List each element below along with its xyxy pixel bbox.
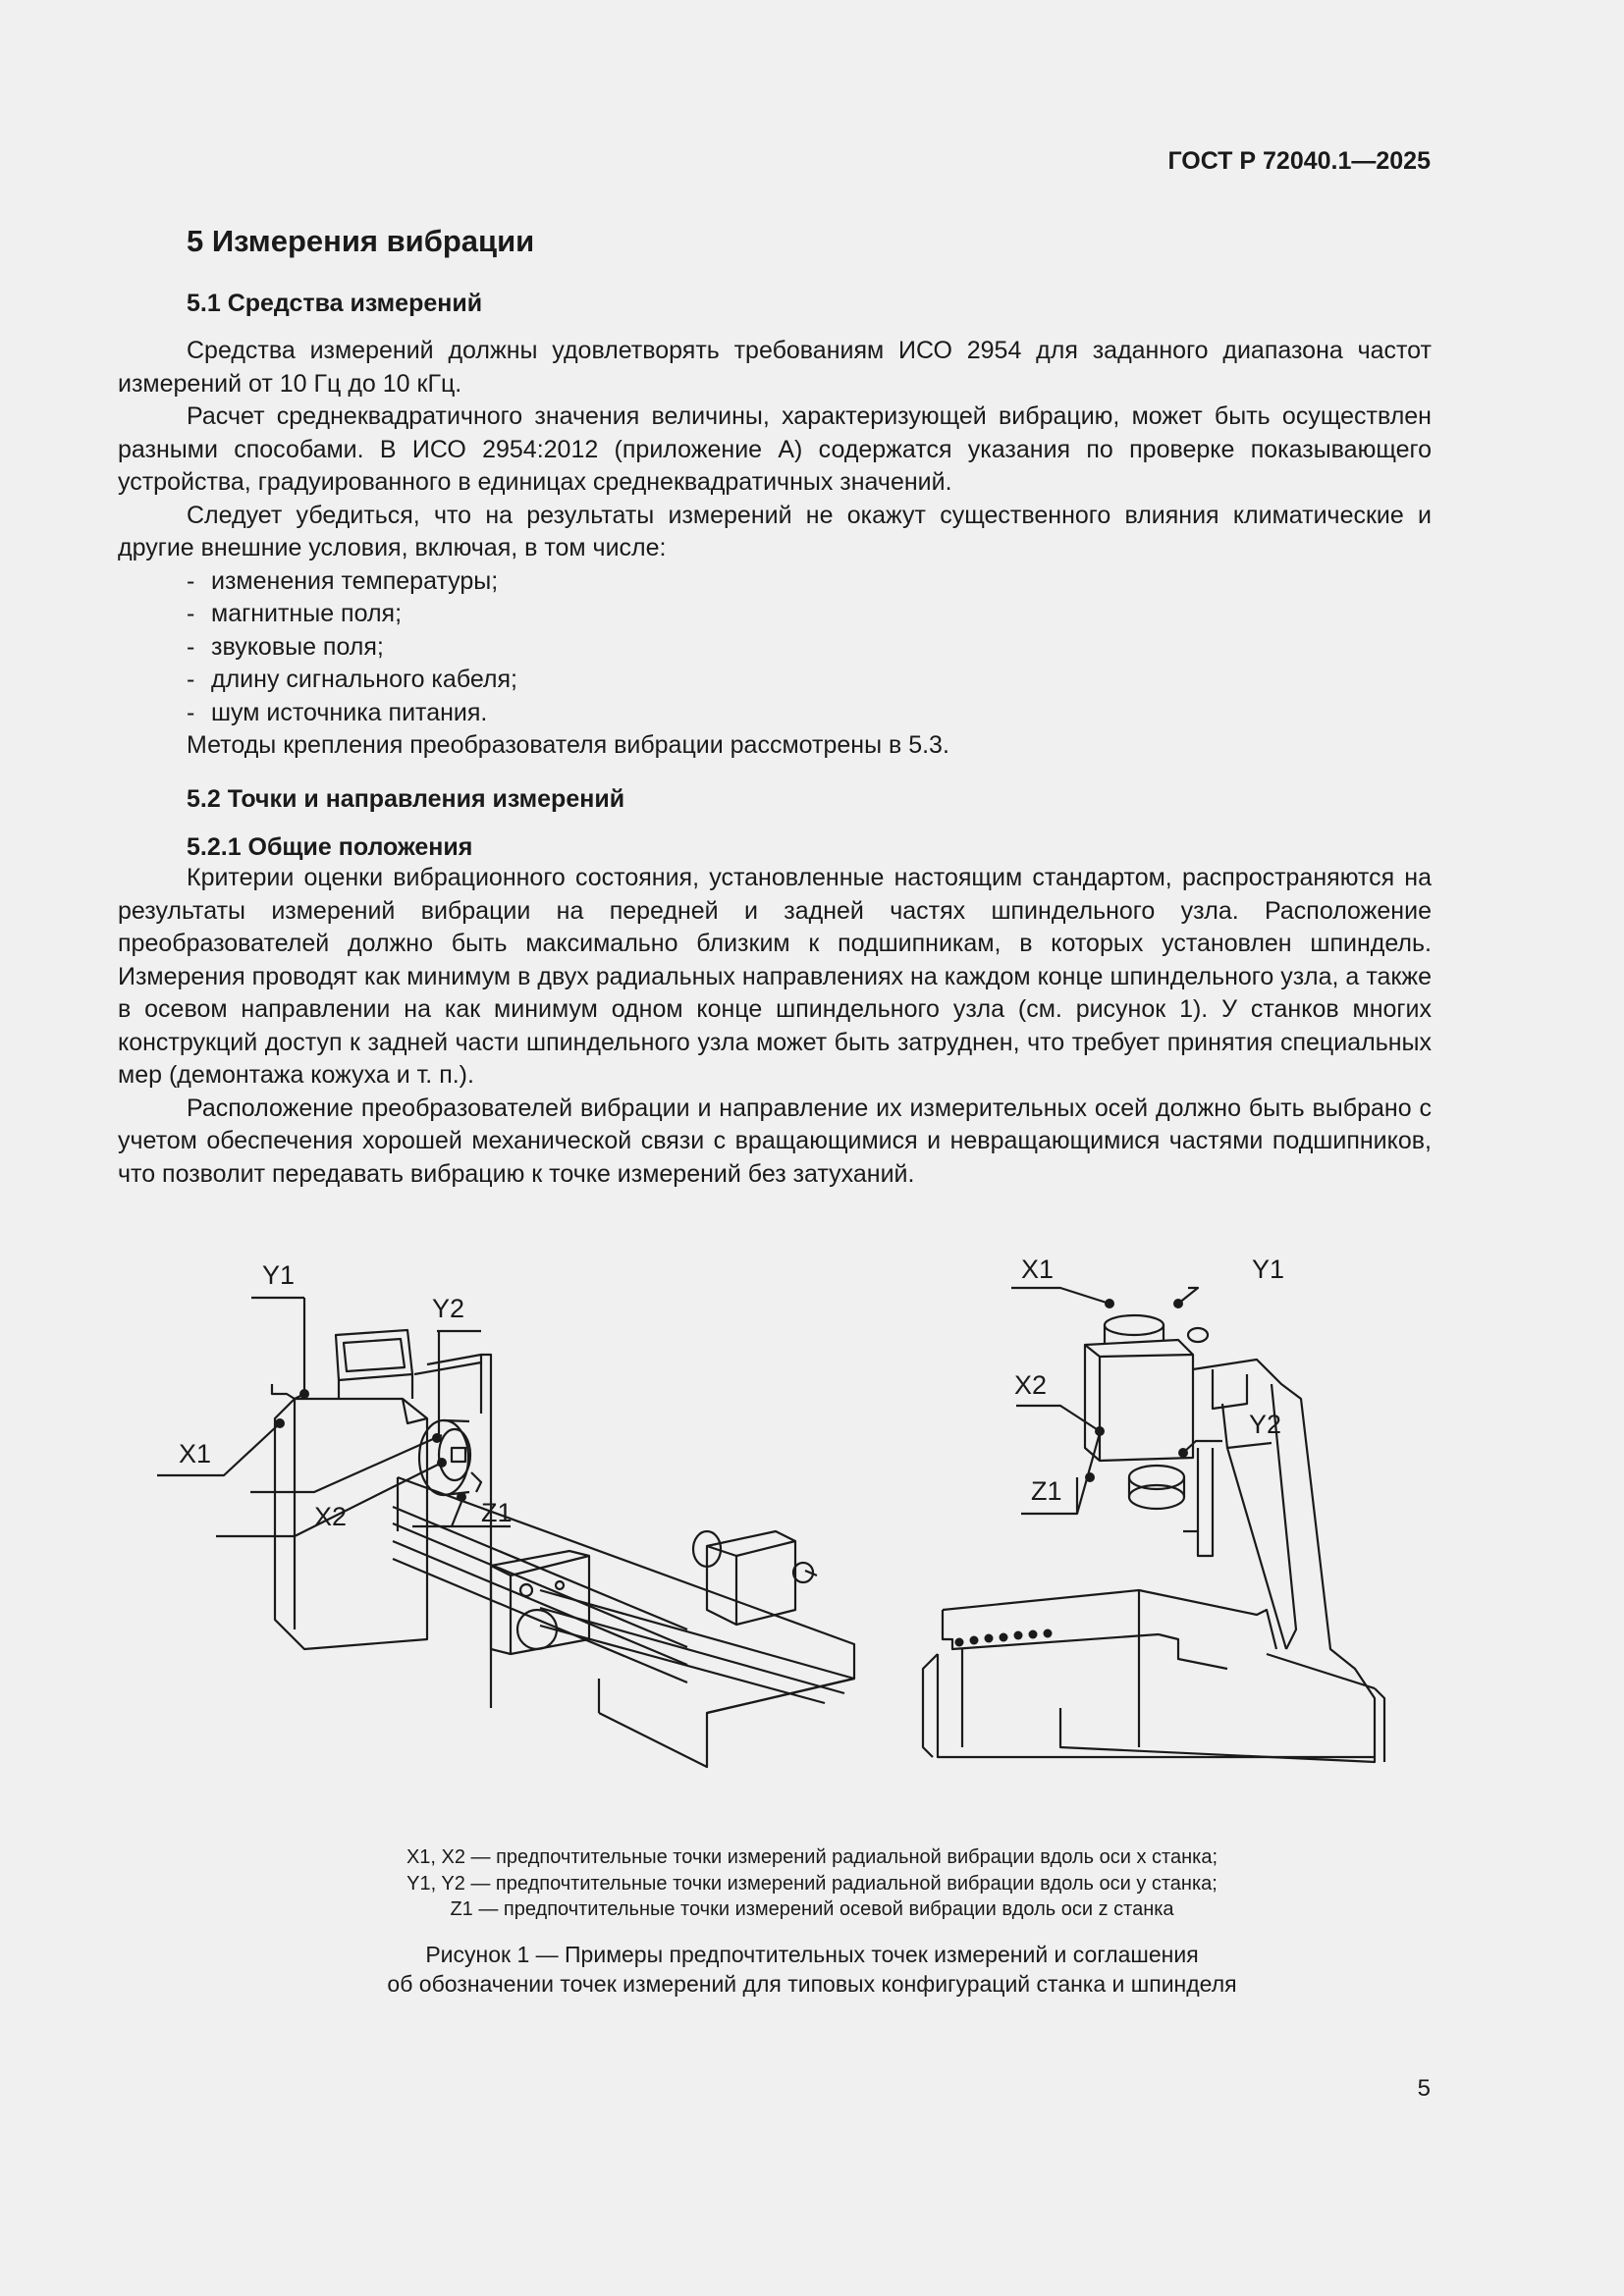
label-y1-mill: Y1 [1252,1255,1285,1284]
label-y1-lathe: Y1 [262,1260,296,1290]
subsection-5-1-body [118,335,1432,763]
conditions-list [118,565,1432,730]
paragraph: Критерии оценки вибрационного состояния, установленные настоящим стандартом, распространяются на результаты измерений вибрации на передней и задней частях шпиндельного узла. Расположение преобразователей должно быть максимально близким к подшипникам, в которых установлен шпиндель. Измерения проводят как минимум в двух радиальных направлениях на каждом конце шпиндельного узла, а также в осевом направлении на как минимум одном конце шпиндельного узла (см. рисунок 1). У станков многих конструкций доступ к задней части шпиндельного узла может быть затруднен, что требует принятия специальных мер (демонтажа кожуха и т. п.). [118,864,1432,1089]
mill-drawing [923,1315,1384,1762]
label-x2-mill: X2 [1014,1370,1048,1400]
figure-caption [0,1940,1624,1999]
page-number: 5 [1417,2075,1431,2102]
figure-legend [0,1844,1624,1923]
label-x1-mill: X1 [1021,1255,1055,1284]
label-x2-lathe: X2 [314,1502,348,1531]
list-item: - шум источника питания. [187,698,488,726]
figure-1 [157,1237,1434,1826]
paragraph: Следует убедиться, что на результаты измерений не окажут существенного влияния климатические и другие внешние условия, включая, в том числе: [118,501,1432,561]
paragraph: Средства измерений должны удовлетворять требованиям ИСО 2954 для заданного диапазона частот измерений от 10 Гц до 10 кГц. [118,337,1432,398]
caption-line: об обозначении точек измерений для типовых конфигураций станка и шпинделя [387,1971,1237,1997]
label-z1-mill: Z1 [1031,1476,1062,1506]
legend-line: Z1 — предпочтительные точки измерений осевой вибрации вдоль оси z станка [450,1898,1174,1920]
list-item: - длину сигнального кабеля; [187,666,517,693]
caption-line: Рисунок 1 — Примеры предпочтительных точек измерений и соглашения [425,1942,1199,1967]
label-y2-lathe: Y2 [432,1294,465,1323]
leader-y1 [295,1298,304,1399]
paragraph: Расположение преобразователей вибрации и направление их измерительных осей должно быть выбрано с учетом обеспечения хорошей механической связи с вращающимися и невращающимися частями подшипников, что позволит передавать вибрацию к точке измерений без затуханий. [118,1094,1432,1188]
measurement-points [275,1299,1188,1647]
label-z1-lathe: Z1 [481,1498,513,1527]
list-item: - изменения температуры; [187,566,499,595]
legend-line: Y1, Y2 — предпочтительные точки измерений радиальной вибрации вдоль оси y станка; [406,1872,1218,1895]
figure-drawing [157,1237,1434,1826]
list-item: - магнитные поля; [187,600,403,627]
label-x1-lathe: X1 [179,1439,212,1468]
subsection-5-1-title: 5.1 Средства измерений [187,290,483,317]
subsection-5-2-1-title: 5.2.1 Общие положения [187,833,473,861]
paragraph: Методы крепления преобразователя вибрации рассмотрены в 5.3. [187,731,949,759]
lathe-drawing [275,1330,854,1767]
subsection-5-2-1-body [118,862,1432,1191]
paragraph: Расчет среднеквадратичного значения величины, характеризующей вибрацию, может быть осуществлен разными способами. В ИСО 2954:2012 (приложение А) содержатся указания по проверке показывающего устройства, градуированного в единицах среднеквадратичных значений. [118,402,1432,496]
list-item: - звуковые поля; [187,632,384,661]
header-standard: ГОСТ Р 72040.1—2025 [1167,147,1431,175]
label-y2-mill: Y2 [1249,1410,1282,1439]
legend-line: X1, X2 — предпочтительные точки измерений радиальной вибрации вдоль оси x станка; [406,1846,1218,1868]
section-title: 5 Измерения вибрации [187,224,535,258]
subsection-5-2-title: 5.2 Точки и направления измерений [187,785,625,813]
